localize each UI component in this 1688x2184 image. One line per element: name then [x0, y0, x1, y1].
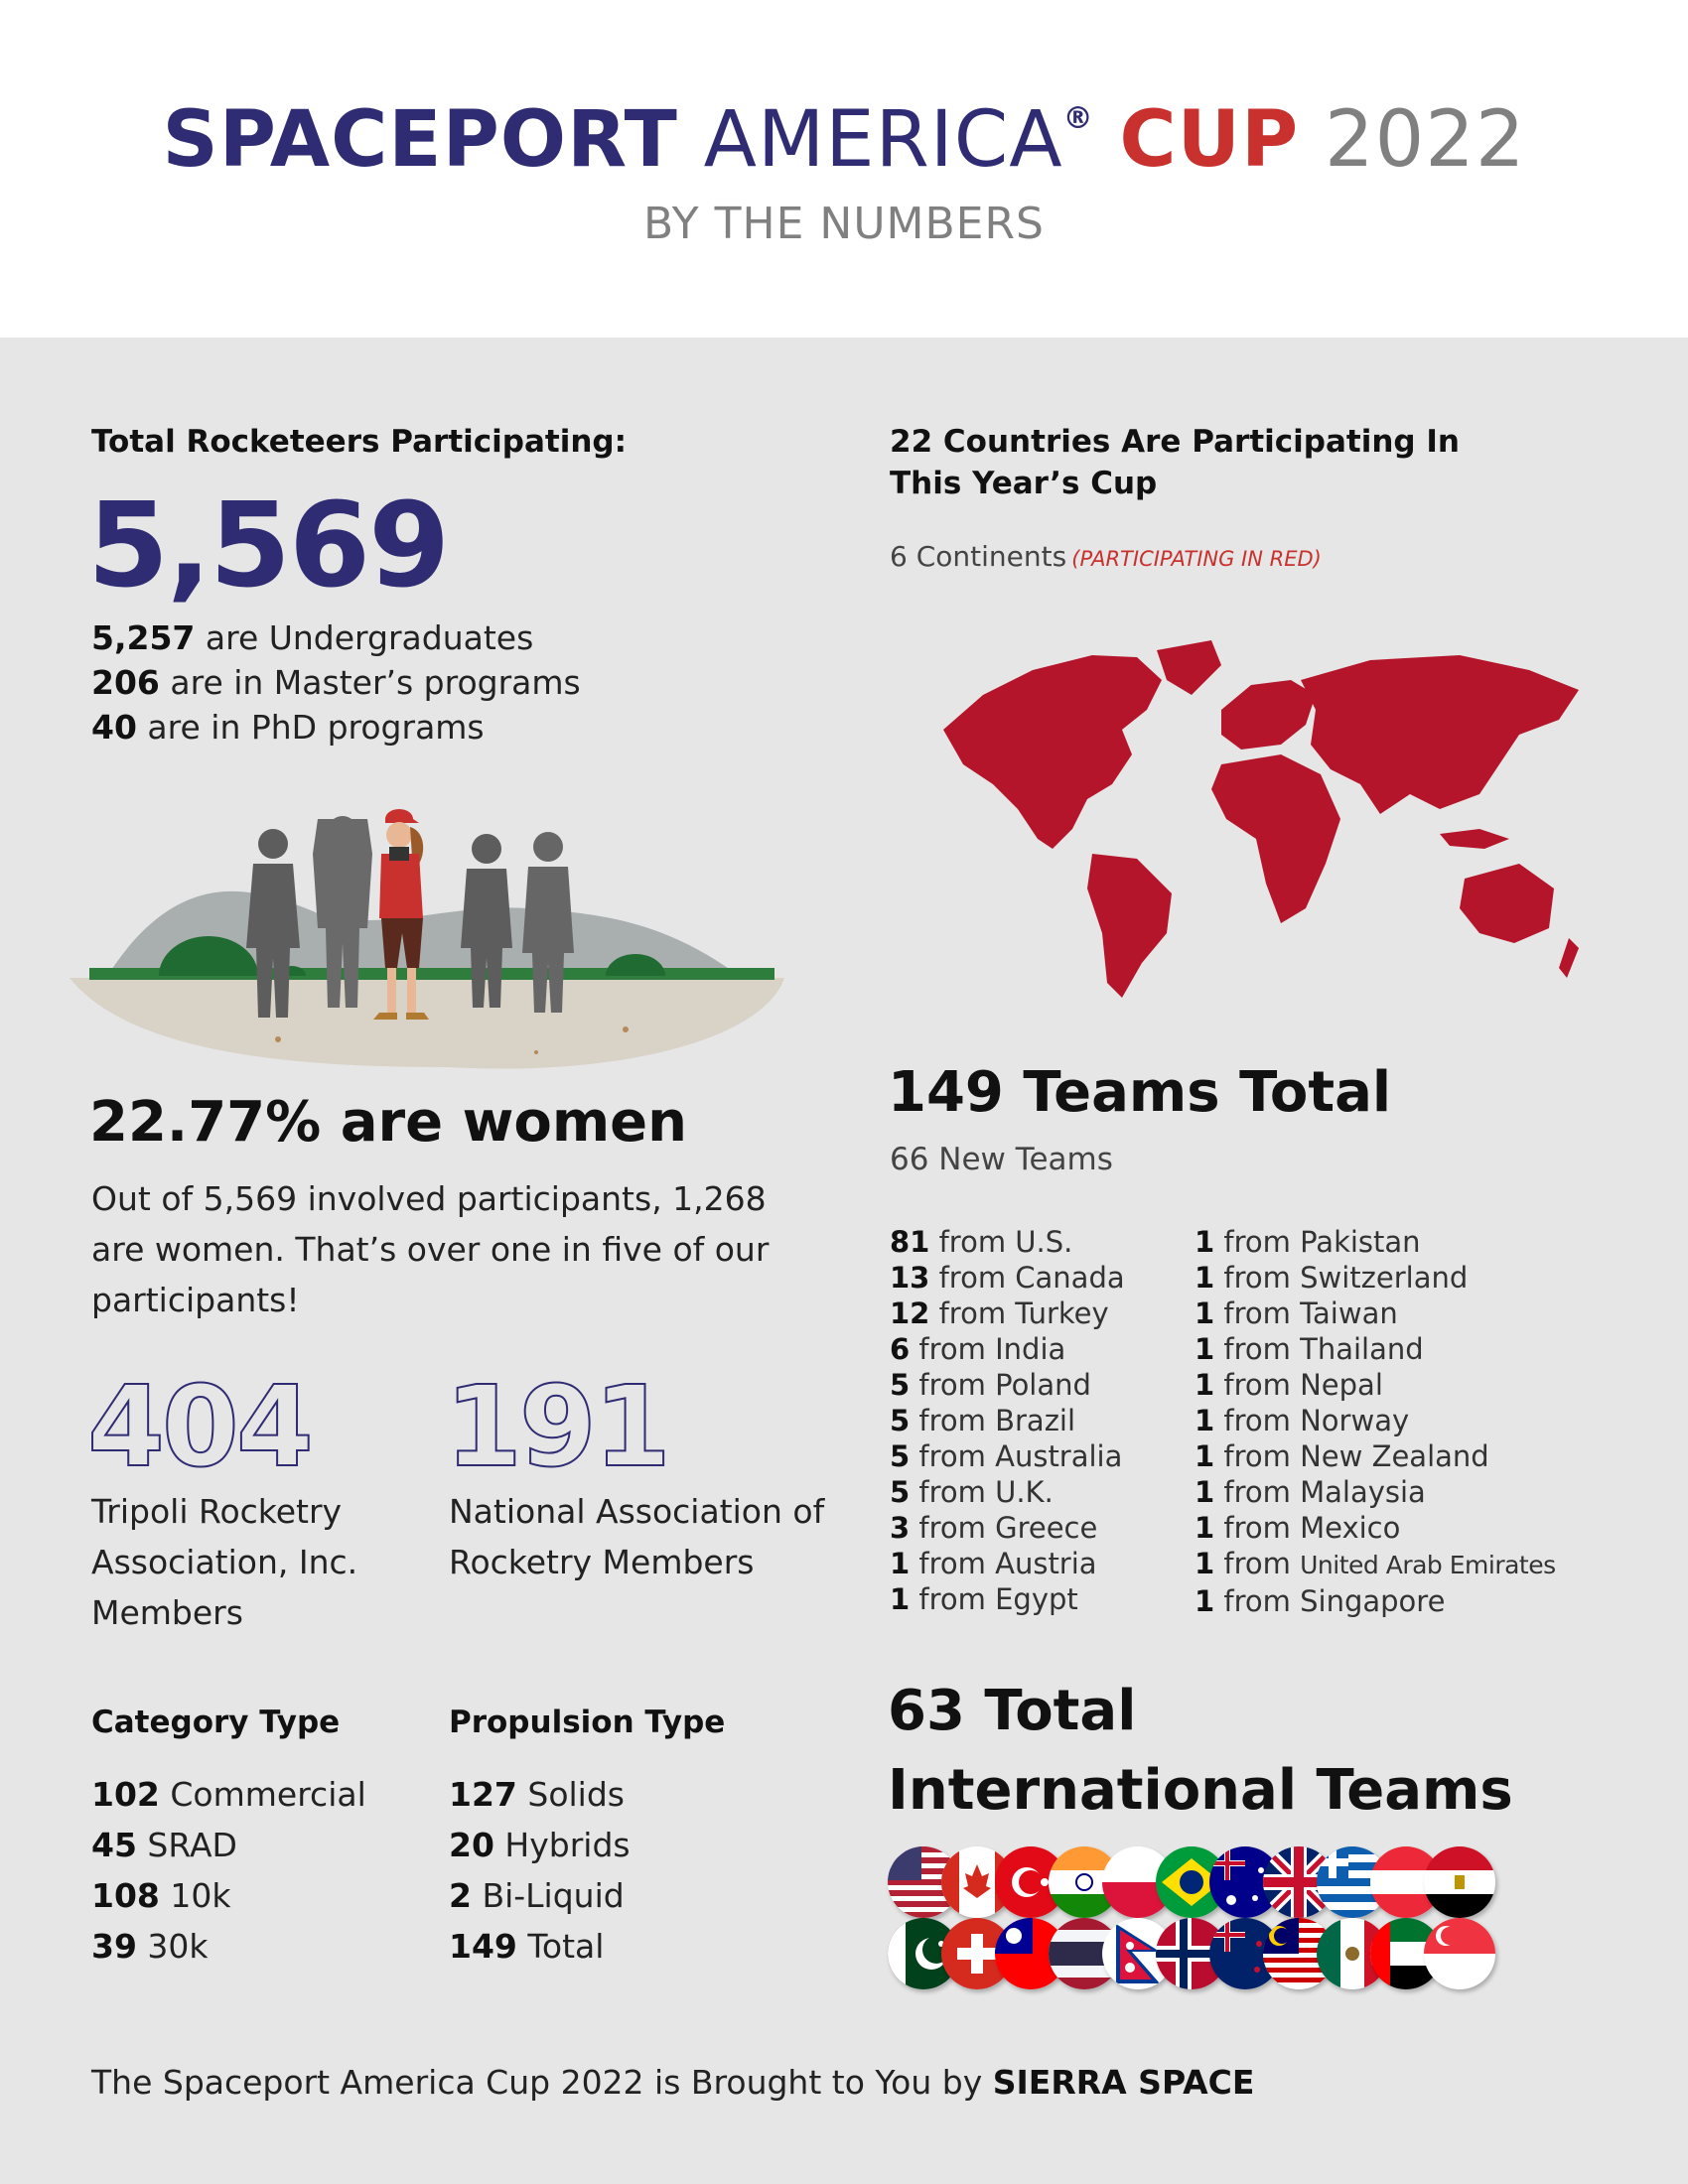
list-item: 1 from New Zealand: [1195, 1439, 1489, 1473]
list-item: 1 from Switzerland: [1195, 1261, 1469, 1295]
list-item: 1 from Malaysia: [1195, 1475, 1426, 1509]
list-item: 5 from Australia: [890, 1439, 1123, 1473]
women-paragraph: Out of 5,569 involved participants, 1,268 are women. That’s over one in five of our participants!: [91, 1179, 770, 1319]
women-heading: 22.77% are women: [89, 1090, 688, 1155]
list-item: 1 from Pakistan: [1195, 1225, 1421, 1259]
list-item: 5 from Poland: [890, 1368, 1091, 1402]
africa-shape: [1211, 754, 1340, 923]
page-title: SPACEPORT AMERICA® CUP 2022: [162, 95, 1526, 185]
sponsor-name: SIERRA SPACE: [992, 2063, 1255, 2102]
list-item: 81 from U.S.: [890, 1225, 1073, 1259]
list-item: 6 from India: [890, 1332, 1066, 1366]
category-list: [91, 1769, 366, 1972]
australia-shape: [1460, 864, 1554, 943]
list-item: 2 Bi-Liquid: [449, 1876, 625, 1915]
rocketeers-label: Total Rocketeers Participating:: [91, 424, 627, 460]
list-item: 127 Solids: [449, 1775, 625, 1814]
world-map: [923, 635, 1589, 1003]
list-item: 102 Commercial: [91, 1775, 366, 1814]
list-item: 20 Hybrids: [449, 1826, 631, 1864]
list-item: 1 from Taiwan: [1195, 1297, 1398, 1330]
category-heading: Category Type: [91, 1705, 341, 1740]
list-item: 1 from Mexico: [1195, 1511, 1401, 1545]
propulsion-heading: Propulsion Type: [449, 1705, 726, 1740]
rocketeers-breakdown: [91, 615, 581, 750]
list-item: 3 from Greece: [890, 1511, 1098, 1545]
countries-heading: 22 Countries Are Participating In This Year’s Cup: [890, 424, 1460, 501]
teams-right-list: [1195, 1224, 1556, 1619]
rocketeers-total: 5,569: [87, 477, 449, 614]
list-item: 40 are in PhD programs: [91, 708, 485, 747]
list-item: 149 Total: [449, 1927, 605, 1966]
singapore-flag: [1424, 1918, 1495, 1989]
list-item: 206 are in Master’s programs: [91, 663, 581, 702]
list-item: 1 from Austria: [890, 1547, 1097, 1580]
tripoli-label: Tripoli Rocketry Association, Inc. Members: [91, 1492, 358, 1632]
list-item: 108 10k: [91, 1876, 231, 1915]
list-item: 5 from Brazil: [890, 1404, 1076, 1437]
header: [0, 0, 1688, 338]
page-subtitle: BY THE NUMBERS: [643, 199, 1045, 249]
south-america-shape: [1087, 854, 1172, 998]
list-item: 5,257 are Undergraduates: [91, 618, 534, 657]
list-item: 45 SRAD: [91, 1826, 237, 1864]
list-item: 1 from Singapore: [1195, 1584, 1446, 1618]
list-item: 1 from Nepal: [1195, 1368, 1383, 1402]
europe-shape: [1221, 680, 1316, 750]
list-item: 1 from Thailand: [1195, 1332, 1424, 1366]
teams-left-list: [890, 1224, 1125, 1617]
list-item: 13 from Canada: [890, 1261, 1125, 1295]
ground-shape: [70, 978, 784, 1069]
nar-label: National Association of Rocketry Members: [449, 1492, 825, 1581]
asia-shape: [1301, 655, 1579, 814]
teams-heading: 149 Teams Total: [888, 1060, 1392, 1125]
egypt-flag: [1424, 1846, 1495, 1918]
list-item: 1 from Egypt: [890, 1582, 1078, 1616]
greenland-shape: [1157, 640, 1221, 695]
propulsion-list: [449, 1769, 631, 1972]
rocketeers-illustration: [70, 809, 784, 1082]
list-item: 12 from Turkey: [890, 1297, 1109, 1330]
international-heading-line2: International Teams: [888, 1758, 1513, 1823]
new-teams: 66 New Teams: [890, 1142, 1113, 1177]
list-item: 5 from U.K.: [890, 1475, 1054, 1509]
list-item: 1 from Norway: [1195, 1404, 1410, 1437]
continents-line: 6 Continents (PARTICIPATING IN RED): [890, 540, 1322, 573]
tripoli-number: 404: [87, 1363, 311, 1492]
new-zealand-shape: [1559, 938, 1579, 978]
international-heading-line1: 63 Total: [888, 1679, 1137, 1743]
north-america-shape: [943, 655, 1162, 849]
nar-number: 191: [445, 1363, 668, 1492]
footer: The Spaceport America Cup 2022 is Brought to You by SIERRA SPACE: [91, 2063, 1255, 2102]
indonesia-shape: [1440, 829, 1509, 849]
list-item: 39 30k: [91, 1927, 209, 1966]
list-item: 1 from United Arab Emirates: [1195, 1547, 1556, 1580]
